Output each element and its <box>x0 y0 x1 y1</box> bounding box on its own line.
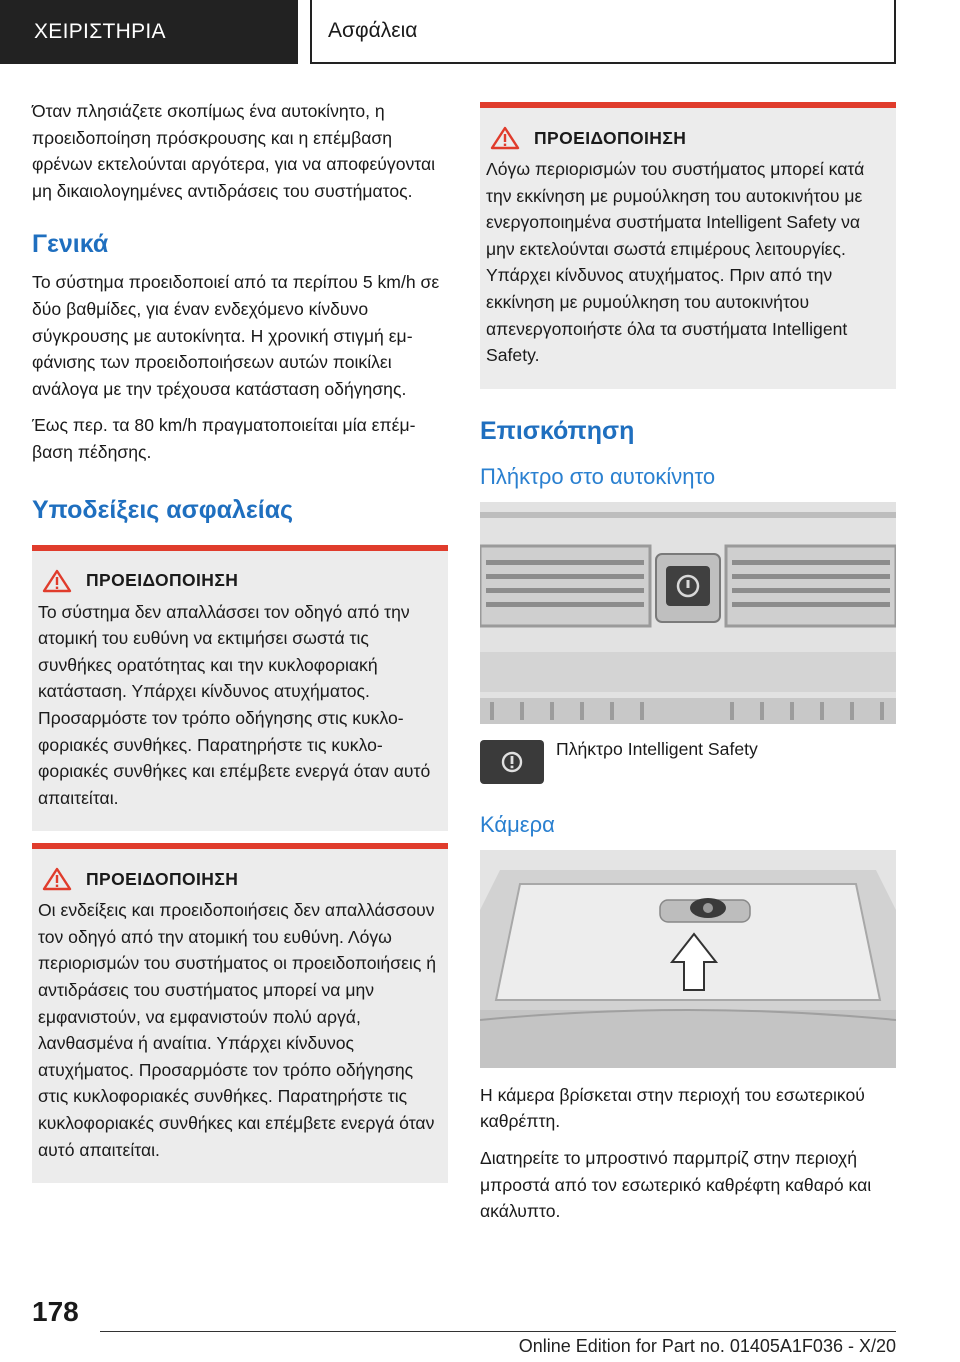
warning-title: ΠΡΟΕΙΔΟΠΟΙΗΣΗ <box>534 127 687 148</box>
general-paragraph-1: Το σύστημα προειδοποιεί από τα περίπου 5 km/h σε δύο βαθμίδες, για έναν ενδεχόμενο κίνδυνο σύγκρουσης με αυτοκίνητα. Η χρονική στιγμή εμφάνισης των προειδοποιήσεων αυτών ποικίλει ανάλογα με την τρέχουσα κατάσταση οδήγησης. <box>32 272 440 399</box>
button-legend <box>480 740 896 784</box>
warning-triangle-icon <box>42 867 72 891</box>
footer-divider <box>100 1331 896 1332</box>
right-column <box>480 102 896 1235</box>
warning-triangle-icon <box>490 126 520 150</box>
camera-illustration <box>480 850 896 1068</box>
general-heading: Γενικά <box>32 230 109 259</box>
left-column <box>32 98 448 1183</box>
warning-triangle-icon <box>42 569 72 593</box>
camera-heading: Κάμερα <box>480 811 555 837</box>
general-paragraph-2: Έως περ. τα 80 km/h πραγματοποιείται μία επέμβαση πέδησης. <box>32 415 416 462</box>
camera-paragraph-1: Η κάμερα βρίσκεται στην περιοχή του εσωτερικού καθρέπτη. <box>480 1084 865 1132</box>
warning-box-1 <box>32 545 448 832</box>
intelligent-safety-button-icon <box>480 740 544 784</box>
safety-heading: Υποδείξεις ασφαλείας <box>32 495 294 524</box>
button-heading: Πλήκτρο στο αυτοκίνητο <box>480 463 716 489</box>
warning-text: Οι ενδείξεις και προειδοποιήσεις δεν απαλλάσσουν τον οδηγό από την ατομική του ευθύνη. Λόγω περιορισμών του συστήματος οι προειδοποιήσεις ή αντιδράσεις του συστήματος μπορεί να μην εμφανιστούν, να εμφανιστούν πολύ αργά, λανθασμένα ή αναίτια. Υπάρχει κίνδυνος ατυχήματος. Προσαρμόστε τον τρόπο οδήγησης στις κυκλοφοριακές συνθήκες. Παρατηρήστε τις κυκλοφοριακές συνθήκες και επέμβετε ενεργά όταν αυτό απαιτείται. <box>38 900 436 1160</box>
warning-box-2 <box>32 843 448 1183</box>
page-number: 178 <box>32 1296 79 1327</box>
dashboard-vent-image <box>480 502 896 724</box>
warning-title: ΠΡΟΕΙΔΟΠΟΙΗΣΗ <box>86 570 239 591</box>
header-section: ΧΕΙΡΙΣΤΗΡΙΑ <box>0 0 298 64</box>
warning-title: ΠΡΟΕΙΔΟΠΟΙΗΣΗ <box>86 868 239 889</box>
intro-paragraph: Όταν πλησιάζετε σκοπίμως ένα αυτοκίνητο, η προειδοποίηση πρόσκρουσης και η επέμβαση φρένων εκτελούνται αργότερα, για να αποφεύγονται μη δικαιολογημένες αντιδράσεις του συστήματος. <box>32 101 436 201</box>
button-legend-text: Πλήκτρο Intelligent Safety <box>556 738 758 759</box>
dashboard-button-illustration <box>480 502 896 724</box>
warning-text: Το σύστημα δεν απαλλάσσει τον οδηγό από την ατομική του ευθύνη να εκτιμήσει σωστά τις συνθήκες ορατότητας και την κυκλοφοριακή κατάσταση. Υπάρχει κίνδυνος ατυχήματος. Προσαρμόστε τον τρόπο οδήγησης στις κυκλοφοριακές συνθήκες. Παρατηρήστε τις κυκλοφοριακές συνθήκες και επέμβετε ενεργά όταν αυτό απαιτείται. <box>38 601 431 808</box>
overview-heading: Επισκόπηση <box>480 416 635 445</box>
windshield-camera-image <box>480 850 896 1068</box>
camera-paragraph-2: Διατηρείτε το μπροστινό παρμπρίζ στην περιοχή μπροστά από τον εσωτερικό καθρέφτη καθαρό και ακάλυπτο. <box>480 1147 872 1222</box>
header-chapter: Ασφάλεια <box>310 0 896 64</box>
warning-box-3 <box>480 102 896 389</box>
warning-text: Λόγω περιορισμών του συστήματος μπορεί κατά την εκκίνηση με ρυμούλκηση του αυτοκινήτου με ενεργοποιημένα συστήματα Intelligent Safety να μην εκτελούνται σωστά επιμέρους λειτουργίες. Υπάρχει κίνδυνος ατυχήματος. Πριν από την εκκίνηση με ρυμούλκηση του αυτοκινήτου απενεργοποιήστε όλα τα συστήματα Intelligent Safety. <box>486 159 865 366</box>
footer-edition: Online Edition for Part no. 01405A1F036 - X/20 <box>518 1336 896 1356</box>
